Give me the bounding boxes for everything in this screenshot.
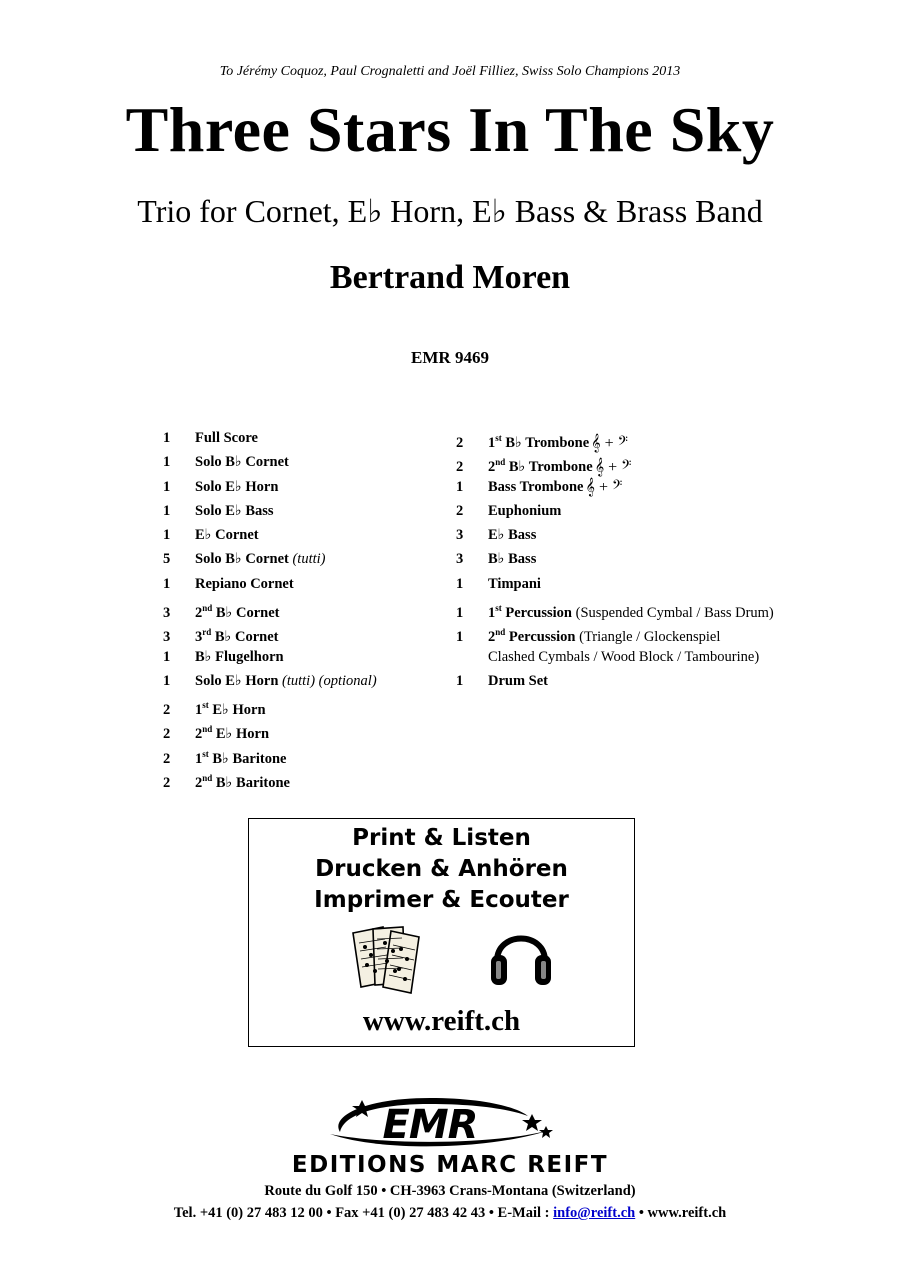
part-name: 1st B♭ Trombone (488, 433, 590, 451)
part-name: Solo B♭ Cornet (195, 454, 289, 471)
part-row (456, 450, 774, 477)
part-quantity: 2 (456, 459, 464, 476)
part-name: Solo B♭ Cornet (195, 551, 289, 568)
part-name: 2nd B♭ Trombone (488, 457, 593, 476)
page-title: Three Stars In The Sky (125, 94, 775, 165)
part-row (163, 669, 377, 693)
part-quantity: 1 (163, 502, 171, 519)
part-quantity: 1 (163, 478, 171, 495)
subtitle: Trio for Cornet, E♭ Horn, E♭ Bass & Brass Band (137, 193, 763, 229)
print-listen-box (248, 818, 635, 1047)
dedication: To Jérémy Coquoz, Paul Crognaletti and Joël Filliez, Swiss Solo Champions 2013 (219, 64, 681, 79)
part-quantity: 1 (456, 575, 464, 592)
email-link[interactable]: info@reift.ch (553, 1205, 636, 1221)
part-name: 3rd B♭ Cornet (195, 627, 279, 646)
part-quantity: 5 (163, 551, 171, 568)
part-name: Solo E♭ Horn (195, 478, 279, 495)
part-quantity: 3 (456, 551, 464, 568)
part-row (456, 572, 774, 596)
part-quantity: 3 (163, 629, 171, 646)
part-row (456, 523, 774, 547)
part-name: 2nd B♭ Baritone (195, 773, 290, 791)
part-row (163, 475, 377, 499)
part-row (163, 547, 377, 571)
part-name: Full Score (195, 430, 258, 446)
part-row (163, 426, 377, 450)
part-name: B♭ Flugelhorn (195, 648, 284, 665)
part-note: (Triangle / Glockenspiel (575, 629, 721, 646)
part-name: B♭ Bass (488, 551, 537, 568)
part-note: (tutti) (optional) (278, 672, 377, 689)
composer: Bertrand Moren (329, 259, 571, 296)
part-note: (tutti) (288, 551, 326, 568)
promo-line-french: Imprimer & Ecouter (314, 887, 569, 913)
part-name: Bass Trombone (488, 478, 584, 495)
part-quantity: 1 (163, 454, 171, 471)
clef-icon: 𝄞 + 𝄢 (591, 434, 628, 452)
parts-list-right (456, 426, 774, 693)
part-quantity: 1 (163, 527, 171, 544)
parts-list-left (163, 426, 377, 790)
part-quantity: 2 (163, 726, 171, 743)
part-row (163, 766, 377, 790)
part-row (456, 596, 774, 620)
part-row (456, 547, 774, 571)
part-name: E♭ Bass (488, 527, 537, 544)
part-name: 1st Percussion (488, 603, 572, 621)
part-quantity: 2 (163, 750, 171, 767)
part-quantity: 1 (456, 478, 464, 495)
part-row (456, 669, 774, 693)
sheet-music-icon (347, 919, 427, 999)
part-name: 1st E♭ Horn (195, 700, 266, 719)
part-name: Solo E♭ Bass (195, 502, 274, 519)
part-quantity: 3 (456, 527, 464, 544)
contact-website: • www.reift.ch (638, 1205, 727, 1221)
part-row (163, 718, 377, 742)
clef-icon: 𝄞 + 𝄢 (585, 478, 623, 496)
publisher-address: Route du Golf 150 • CH-3963 Crans-Montana (Switzerland) (264, 1183, 636, 1199)
promo-line-english: Print & Listen (352, 825, 531, 851)
part-row (163, 620, 377, 644)
part-name: Euphonium (488, 502, 562, 519)
part-name: Repiano Cornet (195, 575, 294, 592)
part-row (163, 645, 377, 669)
catalog-code: EMR 9469 (411, 348, 489, 367)
part-quantity: 2 (163, 774, 171, 791)
part-name: 1st B♭ Baritone (195, 748, 287, 767)
part-row (456, 499, 774, 523)
part-quantity: 1 (456, 672, 464, 689)
part-row (163, 450, 377, 474)
publisher-name: EDITIONS MARC REIFT (291, 1152, 609, 1178)
part-name: E♭ Cornet (195, 527, 259, 544)
part-quantity: 2 (456, 434, 464, 451)
part-row (456, 645, 774, 669)
clef-icon: 𝄞 + 𝄢 (594, 459, 632, 477)
part-quantity: 2 (456, 502, 464, 519)
part-quantity: 1 (456, 629, 464, 646)
part-row (456, 475, 774, 499)
part-quantity: 1 (163, 672, 171, 689)
publisher-contact (0, 1205, 900, 1222)
part-row (163, 572, 377, 596)
contact-phone-fax: Tel. +41 (0) 27 483 12 00 • Fax +41 (0) 27 483 42 43 • E-Mail : (173, 1205, 550, 1221)
part-quantity: 1 (163, 430, 171, 446)
part-name: Solo E♭ Horn (195, 672, 279, 689)
part-name: Timpani (488, 575, 541, 592)
part-row (456, 620, 774, 644)
logo-text: EMR (382, 1102, 478, 1148)
part-note: Clashed Cymbals / Wood Block / Tambourine) (488, 648, 760, 665)
part-quantity: 1 (456, 604, 464, 621)
headphones-icon (489, 919, 553, 989)
part-note: (Suspended Cymbal / Bass Drum) (571, 604, 774, 621)
part-quantity: 2 (163, 702, 171, 719)
part-row (163, 742, 377, 766)
part-row (456, 426, 774, 450)
part-name: 2nd B♭ Cornet (195, 603, 280, 621)
part-name: 2nd Percussion (488, 627, 576, 646)
part-quantity: 1 (163, 648, 171, 665)
part-name: Drum Set (488, 672, 549, 689)
part-row (163, 693, 377, 717)
part-quantity: 1 (163, 575, 171, 592)
promo-url-link[interactable]: www.reift.ch (362, 1005, 521, 1037)
emr-logo (310, 1094, 560, 1150)
part-row (163, 523, 377, 547)
part-quantity: 3 (163, 604, 171, 621)
part-row (163, 596, 377, 620)
promo-line-german: Drucken & Anhören (315, 856, 568, 882)
part-name: 2nd E♭ Horn (195, 724, 270, 743)
part-row (163, 499, 377, 523)
